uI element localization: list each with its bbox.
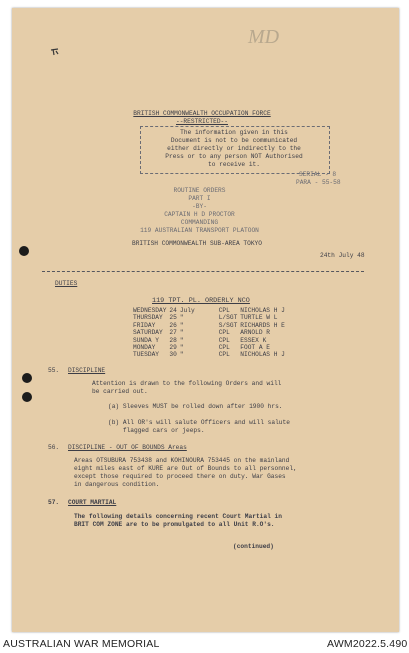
table-row — [133, 351, 288, 358]
orders-title-line: 119 AUSTRALIAN TRANSPORT PLATOON — [140, 227, 259, 234]
roster-rank: CPL — [218, 344, 230, 352]
roster-name: ARNOLD R — [240, 329, 271, 337]
roster-date: 29 — [169, 344, 177, 352]
table-row — [133, 329, 288, 336]
roster-month: " — [179, 336, 184, 344]
notice-line: Press or to any person NOT Authorised — [165, 153, 303, 160]
section-number: 56. — [48, 444, 60, 451]
roster-date: 30 — [169, 351, 177, 359]
roster-name: NICHOLAS H J — [240, 307, 285, 314]
orderly-roster — [133, 307, 288, 359]
orders-title-line: CAPTAIN H D PROCTOR — [164, 211, 235, 218]
handwritten-mark: MD — [248, 26, 280, 48]
section-title: COURT MARTIAL — [68, 499, 117, 506]
section-body-line: The following details concerning recent Court Martial in — [74, 513, 282, 520]
table-row — [133, 337, 288, 344]
roster-rank: CPL — [218, 336, 230, 344]
roster-rank: S/SGT — [218, 321, 238, 329]
binder-hole — [22, 373, 32, 383]
roster-name: ESSEX K — [240, 336, 267, 344]
table-row — [133, 307, 288, 314]
location-line: BRITISH COMMONWEALTH SUB-AREA TOKYO — [132, 240, 262, 247]
table-row — [133, 322, 288, 329]
roster-month: July — [179, 307, 195, 314]
roster-date: 25 — [169, 314, 177, 322]
footer-institution: AUSTRALIAN WAR MEMORIAL — [3, 638, 160, 650]
section-title: DISCIPLINE - OUT OF BOUNDS Areas — [68, 444, 187, 451]
section-title: DISCIPLINE — [68, 367, 106, 374]
notice-line: to receive it. — [208, 161, 260, 168]
section-number: 55. — [48, 367, 60, 374]
roster-name: TURTLE W L — [240, 314, 278, 322]
roster-date: 27 — [169, 329, 177, 337]
notice-line: The information given in this — [180, 129, 288, 136]
orders-title-line: COMMANDING — [180, 219, 219, 226]
section-body-line: Areas OTSUBURA 753438 and KOHINOURA 753445 on the mainland — [74, 457, 290, 464]
roster-day: FRIDAY — [133, 321, 156, 329]
binder-hole — [19, 246, 29, 256]
table-row — [133, 314, 288, 321]
section-body-line: Attention is drawn to the following Orders and will — [92, 380, 282, 387]
org-header: BRITISH COMMONWEALTH OCCUPATION FORCE — [133, 110, 271, 117]
roster-name: FOOT A E — [240, 344, 271, 352]
roster-date: 24 — [169, 307, 177, 314]
roster-rank: CPL — [218, 351, 230, 359]
section-number: 57. — [48, 499, 60, 506]
document-date: 24th July 48 — [320, 252, 365, 259]
roster-date: 28 — [169, 336, 177, 344]
duties-subheading: 119 TPT. PL. ORDERLY NCO — [152, 297, 250, 305]
roster-day: SUNDA Y — [133, 336, 159, 344]
notice-line: either directly or indirectly to the — [167, 145, 301, 152]
roster-month: " — [179, 351, 184, 359]
classification: --RESTRICTED-- — [176, 118, 228, 125]
para-range: PARA - 55-58 — [296, 179, 341, 186]
roster-rank: CPL — [218, 329, 230, 337]
table-row — [133, 344, 288, 351]
roster-name: RICHARDS H E — [240, 321, 285, 329]
roster-day: THURSDAY — [133, 314, 163, 322]
section-item: (a) Sleeves MUST be rolled down after 1900 hrs. — [108, 403, 283, 410]
document-page — [12, 8, 399, 632]
orders-title-line: PART I — [188, 195, 211, 202]
continued-note: (continued) — [233, 543, 274, 550]
roster-month: " — [179, 329, 184, 337]
section-body-line: BRIT COM ZONE are to be promulgated to all Unit R.O's. — [74, 521, 275, 528]
separator-line — [42, 271, 364, 272]
roster-day: WEDNESDAY — [133, 307, 167, 314]
roster-day: MONDAY — [133, 344, 156, 352]
section-body-line: be carried out. — [92, 388, 148, 395]
serial-number: SERIAL - 8 — [299, 171, 337, 178]
roster-date: 26 — [169, 321, 177, 329]
orders-title-line: -BY- — [192, 203, 207, 210]
roster-month: " — [179, 314, 184, 322]
roster-day: TUESDAY — [133, 351, 159, 359]
section-body-line: except those required to proceed there on duty. War Gases — [74, 473, 286, 480]
roster-month: " — [179, 344, 184, 352]
duties-heading: DUTIES — [55, 280, 78, 287]
section-item: flagged cars or jeeps. — [108, 427, 205, 434]
section-body-line: in dangerous condition. — [74, 481, 160, 488]
notice-line: Document is not to be communicated — [170, 137, 298, 144]
corner-mark-icon — [50, 48, 60, 56]
footer-accession-number: AWM2022.5.490 — [327, 638, 408, 650]
roster-rank: L/SGT — [218, 314, 238, 322]
roster-rank: CPL — [218, 307, 230, 314]
section-item: (b) All OR's will salute Officers and will salute — [108, 419, 290, 426]
roster-name: NICHOLAS H J — [240, 351, 285, 359]
orders-title-line: ROUTINE ORDERS — [173, 187, 226, 194]
binder-hole — [22, 392, 32, 402]
roster-day: SATURDAY — [133, 329, 163, 337]
roster-month: " — [179, 321, 184, 329]
section-body-line: eight miles east of KURE are Out of Bounds to all personnel, — [74, 465, 297, 472]
